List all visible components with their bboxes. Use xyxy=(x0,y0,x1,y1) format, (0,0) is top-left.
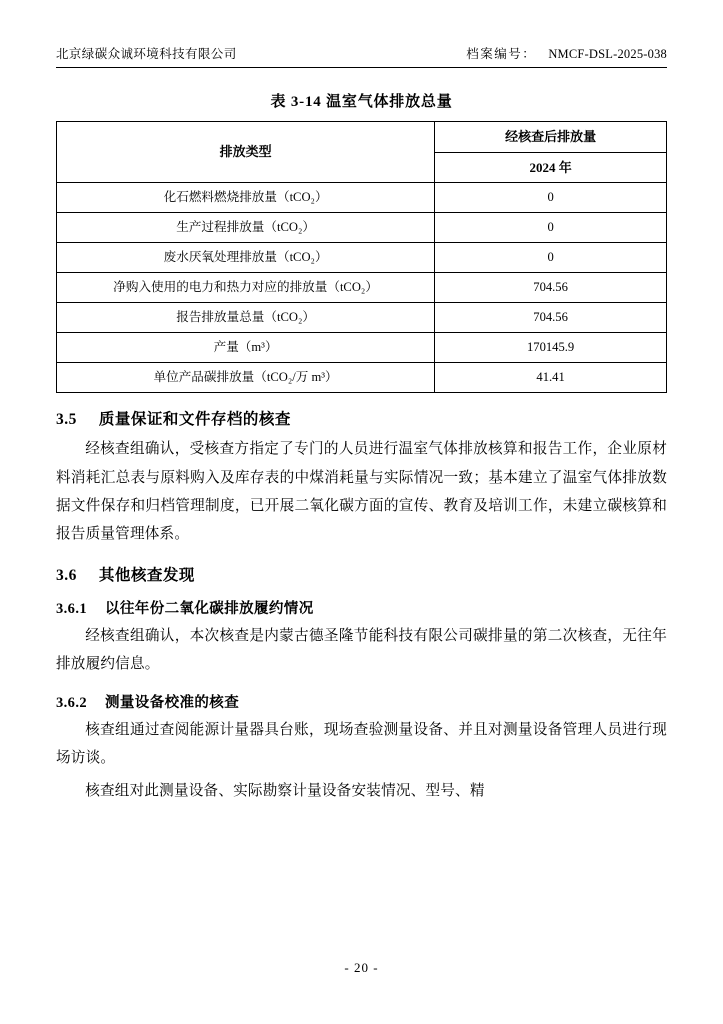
subsection-heading-3-6-2 xyxy=(56,691,667,712)
subsection-title: 测量设备校准的核查 xyxy=(105,694,240,711)
row-value: 0 xyxy=(435,183,667,213)
header-divider xyxy=(56,67,667,68)
subsection-number: 3.6.1 xyxy=(56,600,87,617)
table-caption: 表 3-14 温室气体排放总量 xyxy=(270,94,453,110)
table-header-year: 2024 年 xyxy=(435,152,667,183)
row-value: 0 xyxy=(435,213,667,243)
section-number: 3.5 xyxy=(56,411,77,429)
subsection-title: 以往年份二氧化碳排放履约情况 xyxy=(105,600,314,617)
row-label: 生产过程排放量（tCO₂） xyxy=(57,213,435,243)
row-value: 704.56 xyxy=(435,273,667,303)
section-heading-3-5 xyxy=(56,407,667,429)
subsection-3-6-2-paragraph-2: 核查组对此测量设备、实际勘察计量设备安装情况、型号、精 xyxy=(85,782,485,799)
table-header-main: 经核查后排放量 xyxy=(435,122,667,153)
archive-number: NMCF-DSL-2025-038 xyxy=(548,47,667,61)
section-3-5-paragraph: 经核查组确认，受核查方指定了专门的人员进行温室气体排放核算和报告工作，企业原材料消耗汇总表与原料购入及库存表的中煤消耗量与实际情况一致；基本建立了温室气体排放数据文件保存和归档管理制度，已开展二氧化碳方面的宣传、教育及培训工作，未建立碳核算和报告质量管理体系。 xyxy=(56,441,667,543)
row-label: 化石燃料燃烧排放量（tCO₂） xyxy=(57,183,435,213)
row-value: 170145.9 xyxy=(435,333,667,363)
table-row xyxy=(57,243,667,273)
row-value: 0 xyxy=(435,243,667,273)
table-row xyxy=(57,363,667,393)
subsection-number: 3.6.2 xyxy=(56,694,87,711)
ghg-emissions-table xyxy=(56,121,667,393)
subsection-3-6-2-paragraph-1: 核查组通过查阅能源计量器具台账，现场查验测量设备、并且对测量设备管理人员进行现场访谈。 xyxy=(56,721,667,767)
row-value: 41.41 xyxy=(435,363,667,393)
header-company-name: 北京绿碳众诚环境科技有限公司 xyxy=(56,47,237,61)
row-label: 净购入使用的电力和热力对应的排放量（tCO₂） xyxy=(57,273,435,303)
row-label: 单位产品碳排放量（tCO₂/万 m³） xyxy=(57,363,435,393)
subsection-heading-3-6-1 xyxy=(56,597,667,618)
section-title: 其他核查发现 xyxy=(98,566,195,584)
row-label: 废水厌氧处理排放量（tCO₂） xyxy=(57,243,435,273)
section-title: 质量保证和文件存档的核查 xyxy=(98,411,291,429)
header-archive xyxy=(466,44,667,62)
row-label: 产量（m³） xyxy=(57,333,435,363)
table-row xyxy=(57,333,667,363)
table-header-row-1 xyxy=(57,122,667,153)
table-row xyxy=(57,303,667,333)
archive-label: 档案编号： xyxy=(466,47,537,61)
table-row xyxy=(57,213,667,243)
row-value: 704.56 xyxy=(435,303,667,333)
table-row xyxy=(57,273,667,303)
page-footer: - 20 - xyxy=(344,960,379,975)
subsection-3-6-1-paragraph: 经核查组确认，本次核查是内蒙古德圣隆节能科技有限公司碳排量的第二次核查，无往年排放履约信息。 xyxy=(56,627,667,673)
section-heading-3-6 xyxy=(56,563,667,585)
table-header-type: 排放类型 xyxy=(57,122,435,183)
table-row xyxy=(57,183,667,213)
row-label: 报告排放量总量（tCO₂） xyxy=(57,303,435,333)
page-header xyxy=(56,44,667,62)
section-number: 3.6 xyxy=(56,566,77,584)
